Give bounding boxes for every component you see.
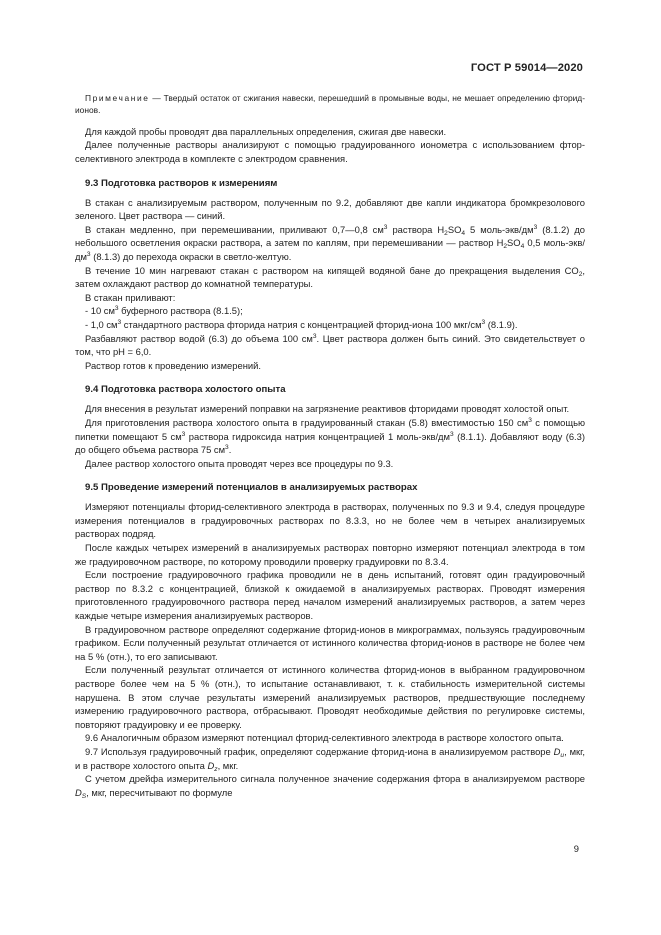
paragraph: В стакан медленно, при перемешивании, приливают 0,7—0,8 $см^3$ раствора $H_2SO_4$ 5 моль-$экв/дм^3$ (8.1.2) до небольшого осветления окраски раствора, а затем по каплям, при перемешивании — раствор $H_2SO_4$ 0,5 моль-$экв/дм^3$ (8.1.3) до перехода окраски в светло-желтую.: [75, 223, 585, 262]
list-item: - 1,0 $см^3$ стандартного раствора фторида натрия с концентрацией фторид-иона 100 мкг/$см^3$ (8.1.9).: [85, 318, 518, 330]
list-item: - 10 $см^3$ буферного раствора (8.1.5);: [85, 305, 243, 317]
paragraph: В течение 10 мин нагревают стакан с раствором на кипящей водяной бане до прекращения выделения $CO_2$, затем охлаждают раствор до комнатной температуры.: [75, 264, 585, 290]
paragraph: Если полученный результат отличается от истинного количества фторид-ионов в выбранном градуировочном растворе более чем на 5 % (отн.), то испытание останавливают, т. к. стабильность измерительной системы нарушена. В этом случае результаты измерений анализируемых растворов, предшествующие последнему измерению градуировочного раствора, отбрасывают. Проводят необходимые действия по регулировке системы, повторяют градуировку и ее проверку.: [75, 664, 585, 730]
intro-paragraph: Далее полученные растворы анализируют с помощью градуированного ионометра с использованием фтор-селективного электрода в комплекте с электродом сравнения.: [75, 139, 585, 164]
paragraph: Измеряют потенциалы фторид-селективного электрода в растворах, полученных по 9.3 и 9.4, следуя процедуре измерения потенциалов в градуировочных растворах по 8.3.3, но не более чем в четырех анализируемых растворах подряд.: [75, 501, 585, 540]
paragraph: Для внесения в результат измерений поправки на загрязнение реактивов фторидами проводят холостой опыт.: [85, 403, 570, 415]
paragraph: После каждых четырех измерений в анализируемых растворах повторно измеряют потенциал электрода в том же градуировочном растворе, по которому проводили проверку градуировки по 8.3.4.: [75, 542, 585, 567]
note-text: — Твердый остаток от сжигания навески, перешедший в промывные воды, не мешает определению фторид-ионов.: [75, 93, 585, 116]
intro-paragraph: Для каждой пробы проводят два параллельных определения, сжигая две навески.: [85, 125, 447, 137]
paragraph: Разбавляют раствор водой (6.3) до объема 100 $см^3$. Цвет раствора должен быть синий. Это свидетельствует о том, что pH = 6,0.: [75, 332, 585, 358]
section-heading-9-4: 9.4 Подготовка раствора холостого опыта: [85, 384, 286, 396]
paragraph: 9.7 Используя градуировочный график, определяют содержание фторид-иона в анализируемом растворе $D_u$, мкг, и в растворе холостого опыта $D_z$, мкг.: [75, 745, 585, 773]
section-heading-9-3: 9.3 Подготовка растворов к измерениям: [85, 177, 278, 189]
standard-header: ГОСТ Р 59014—2020: [470, 62, 583, 74]
paragraph: С учетом дрейфа измерительного сигнала полученное значение содержания фтора в анализируемом растворе $D_S$, мкг, пересчитывают по формуле: [75, 773, 585, 800]
paragraph: Далее раствор холостого опыта проводят через все процедуры по 9.3.: [85, 457, 394, 469]
paragraph: В стакан приливают:: [85, 291, 176, 303]
page-number: 9: [573, 843, 579, 854]
paragraph: 9.6 Аналогичным образом измеряют потенциал фторид-селективного электрода в растворе холостого опыта.: [85, 732, 564, 744]
paragraph: Если построение градуировочного графика проводили не в день испытаний, готовят один градуировочный раствор по 8.3.2 с концентрацией, близкой к ожидаемой в анализируемых растворах. Проводят измерения приготовленного градуировочного раствора перед началом измерений анализируемых растворов, а затем через каждые четыре измерения анализируемых растворов.: [75, 569, 585, 622]
paragraph: Раствор готов к проведению измерений.: [85, 359, 261, 371]
note-label: Примечание: [85, 93, 150, 103]
paragraph: Для приготовления раствора холостого опыта в градуированный стакан (5.8) вместимостью 150 $см^3$ с помощью пипетки помещают 5 $см^3$ раствора гидроксида натрия концентрацией 1 моль-$экв/дм^3$ (8.1.1). Добавляют воду (6.3) до общего объема раствора 75 $см^3$.: [75, 416, 586, 456]
document-body: [75, 92, 585, 799]
paragraph: В градуировочном растворе определяют содержание фторид-ионов в микрограммах, пользуясь градуировочным графиком. Если полученный результат отличается от истинного количества фторид-ионов в растворе не более чем на 5 % (отн.), то его записывают.: [75, 623, 585, 662]
section-heading-9-5: 9.5 Проведение измерений потенциалов в анализируемых растворах: [85, 482, 418, 494]
paragraph: В стакан с анализируемым раствором, полученным по 9.2, добавляют две капли индикатора бромкрезолового зеленого. Цвет раствора — синий.: [75, 196, 585, 222]
note-paragraph: [75, 92, 585, 117]
